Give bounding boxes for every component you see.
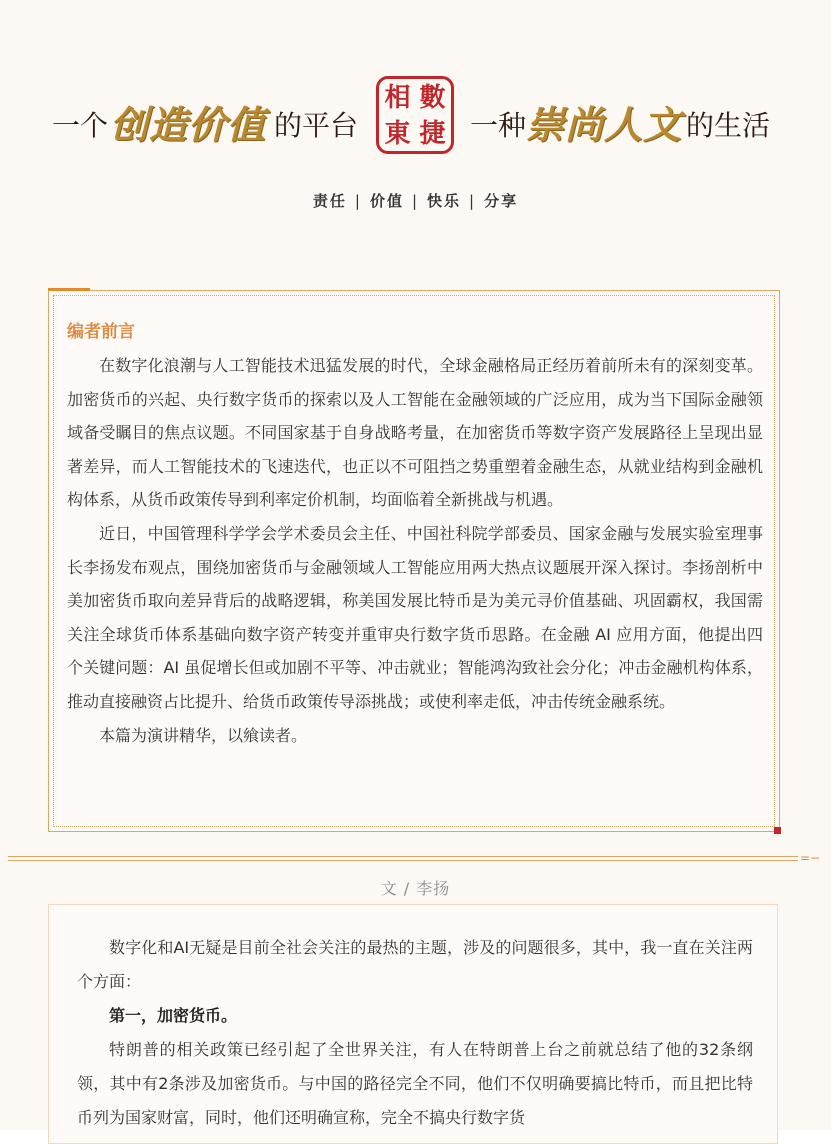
motto-line: [0, 190, 831, 211]
seal-char: 捷: [419, 119, 446, 149]
preface-frame: [48, 290, 780, 832]
motto-item: 快乐: [427, 192, 462, 210]
author-byline: 文 / 李扬: [380, 879, 451, 898]
motto-separator: |: [411, 192, 420, 210]
slogan-left-prefix: 一个: [52, 109, 109, 142]
preface-paragraph: 本篇为演讲精华，以飨读者。: [99, 725, 308, 745]
motto-item: 价值: [369, 192, 404, 210]
preface-body: [67, 349, 763, 752]
article-paragraph: 数字化和AI无疑是目前全社会关注的最热的主题，涉及的问题很多，其中，我一直在关注两个方面：: [77, 938, 753, 991]
article-paragraph: 特朗普的相关政策已经引起了全世界关注，有人在特朗普上台之前就总结了他的32条纲领，其中有2条涉及加密货币。与中国的路径完全不同，他们不仅明确要搞比特币，而且把比特币列为国家财富，同时，他们还明确宣称，完全不搞央行数字货: [77, 1040, 753, 1127]
seal-char: 相: [384, 83, 411, 113]
slogan-right-suffix: 的生活: [686, 109, 771, 142]
preface-accent-bar: [48, 288, 90, 291]
preface-paragraph: 在数字化浪潮与人工智能技术迅猛发展的时代，全球金融格局正经历着前所未有的深刻变革。加密货币的兴起、央行数字货币的探索以及人工智能在金融领域的广泛应用，成为当下国际金融领域备受瞩目的焦点议题。不同国家基于自身战略考量，在加密货币等数字资产发展路径上呈现出显著差异，而人工智能技术的飞速迭代，也正以不可阻挡之势重塑着金融生态，从就业结构到金融机构体系，从货币政策传导到利率定价机制，均面临着全新挑战与机遇。: [67, 356, 763, 510]
preface-paragraph: 近日，中国管理科学学会学术委员会主任、中国社科院学部委员、国家金融与发展实验室理事长李扬发布观点，围绕加密货币与金融领域人工智能应用两大热点议题展开深入探讨。李扬剖析中美加密货币取向差异背后的战略逻辑，称美国发展比特币是为美元寻价值基础、巩固霸权，我国需关注全球货币体系基础向数字资产转变并重审央行数字货币思路。在金融 AI 应用方面，他提出四个关键问题：AI 虽促增长但或加剧不平等、冲击就业；智能鸿沟致社会分化；冲击金融机构体系，推动直接融资占比提升、给货币政策传导添挑战；或使利率走低，冲击传统金融系统。: [67, 523, 763, 711]
seal-char: 數: [419, 83, 446, 113]
article-body-box: [48, 904, 778, 1144]
section-heading: 第一，加密货币。: [109, 1006, 238, 1025]
motto-separator: |: [354, 192, 362, 210]
divider-end-ornament: =−: [800, 851, 821, 865]
preface-title: 编者前言: [67, 322, 135, 342]
slogan-left-calligraphy: 创造价值: [110, 102, 267, 147]
motto-separator: |: [469, 192, 477, 210]
slogan-right-calligraphy: 崇尚人文: [526, 102, 683, 147]
corner-mark: [774, 827, 781, 834]
header-banner: [0, 70, 831, 170]
editor-preface-box: [48, 288, 780, 832]
article-body: [77, 931, 753, 1135]
motto-item: 分享: [484, 192, 519, 210]
seal-char: 東: [384, 119, 411, 149]
slogan-left-suffix: 的平台: [274, 109, 359, 142]
brand-seal-logo: [376, 76, 454, 154]
slogan-right-prefix: 一种: [470, 109, 527, 142]
section-divider: [8, 856, 798, 862]
motto-item: 责任: [312, 192, 347, 210]
